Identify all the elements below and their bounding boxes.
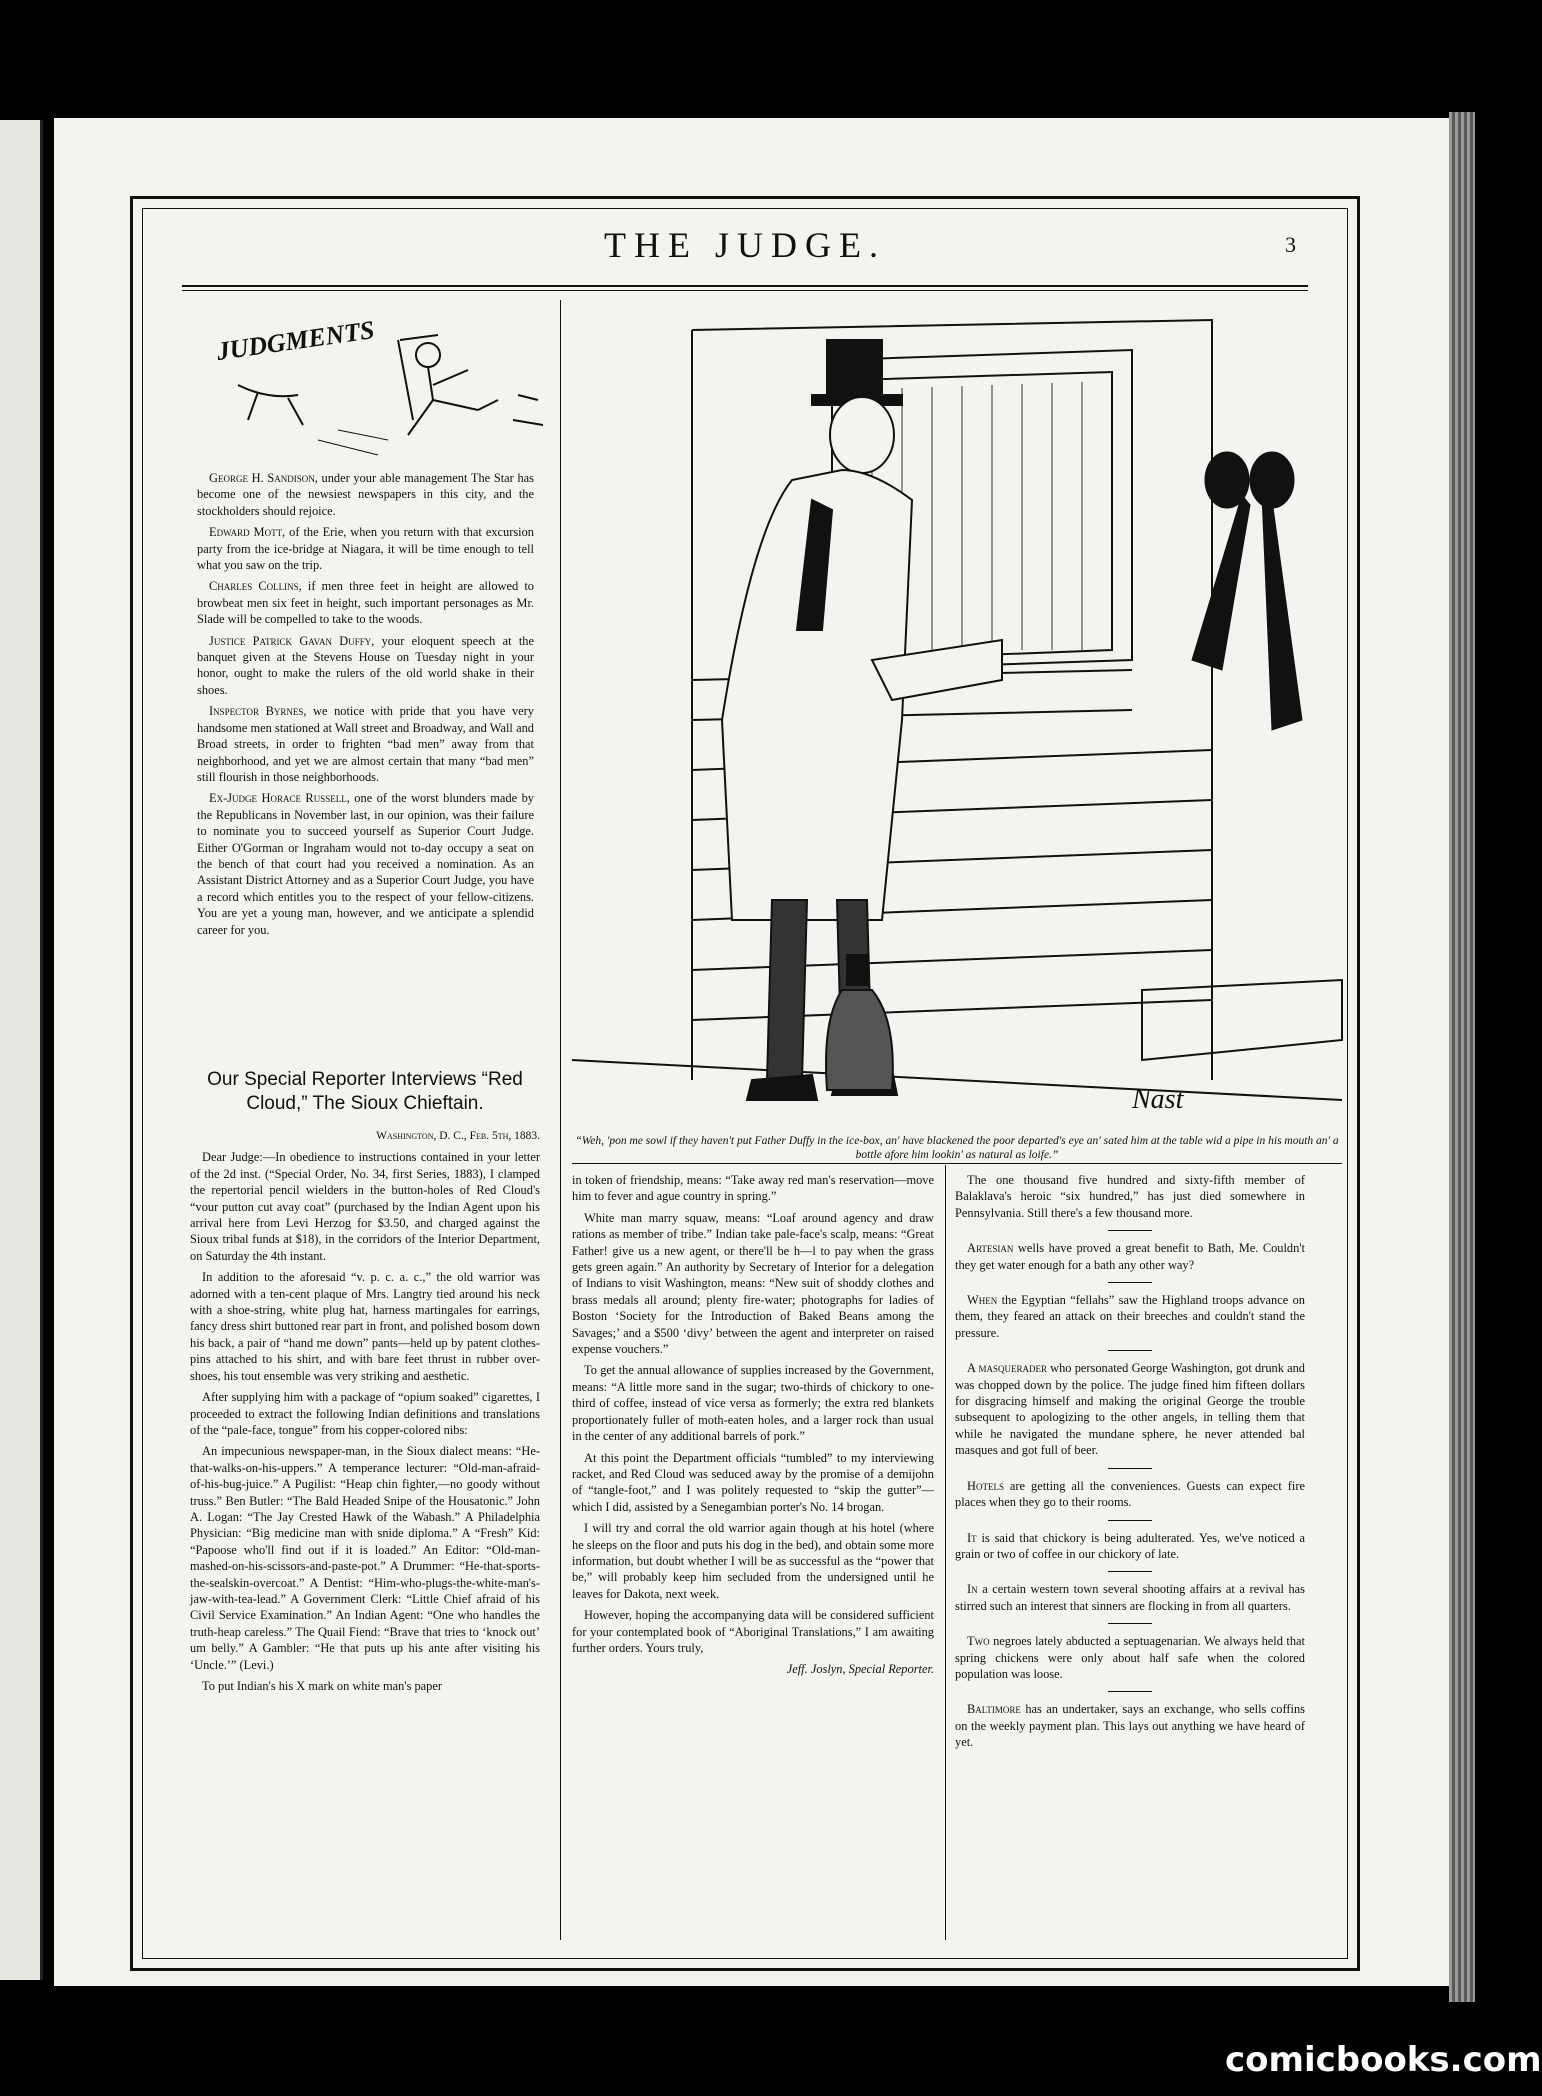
article-paragraph: I will try and corral the old warrior again though at his hotel (where he sleeps on the floor and puts his dog in the bed), and obtain some more information, but doubt whether I will be as successful as the “power that be,” will probably keep him secluded from the undersigned until he leaves for Dakota, next week. <box>572 1521 935 1601</box>
masthead-title: THE JUDGE. <box>604 225 886 265</box>
item-separator <box>1108 1520 1152 1521</box>
article-paragraph: After supplying him with a package of “opium soaked” cigarettes, I proceeded to extract the following Indian definitions and translations of the “pale-face, tongue” from his copper-colored nibs: <box>190 1390 540 1437</box>
news-item: The one thousand five hundred and sixty-fifth member of Balaklava's heroic “six hundred,” has just died somewhere in Pennsylvania. Still there's a few thousand more. <box>955 1173 1305 1220</box>
page-number: 3 <box>1285 232 1296 257</box>
news-item: In a certain western town several shooting affairs at a revival has stirred such an interest that sinners are flocking in from all quarters. <box>955 1582 1305 1613</box>
article-red-cloud <box>190 1068 540 1699</box>
news-item: Hotels are getting all the conveniences. Guests can expect fire places when they go to their rooms. <box>955 1478 1305 1510</box>
item-separator <box>1108 1691 1152 1692</box>
news-item: It is said that chickory is being adulterated. Yes, we've noticed a grain or two of coffee in our chickory of late. <box>955 1530 1305 1561</box>
article-paragraph: An impecunious newspaper-man, in the Sioux dialect means: “He-that-walks-on-his-uppers.” A temperance lecturer: “Old-man-afraid-of-his-bug-juice.” A Pugilist: “Heap chin fighter,—no goody without truss.” Ben Butler: “The Bald Headed Snipe of the Housatonic.” John A. Logan: “The Jay Crested Hawk of the Wabash.” A Philadelphia Physician: “Big medicine man with snide diploma.” A “Fresh” Kid: “Papoose who'll find out if it is loaded.” An Editor: “Old-man-mashed-on-his-scissors-and-paste-pot.” A Drummer: “He-that-sports-the-sealskin-overcoat.” A Dentist: “Him-who-plugs-the-white-man's-jaw-with-tea-lead.” A Government Clerk: “Little Chief afraid of his Civil Service Examination.” An Indian Agent: “One who handles the truth-heap careless.” The Quail Fiend: “Brave that tries to ‘knock out’ um belly.” A Gambler: “He that puts up his ante after visiting his ‘Uncle.’” (Levi.) <box>190 1444 540 1672</box>
binding-spine <box>1449 112 1475 2002</box>
news-item: When the Egyptian “fellahs” saw the Highland troops advance on them, they feared an attack on their breeches and couldn't stand the pressure. <box>955 1293 1305 1340</box>
article-headline: Our Special Reporter Interviews “Red Cloud,” The Sioux Chieftain. <box>207 1069 523 1114</box>
column-divider-right <box>945 1165 946 1940</box>
judgment-item: George H. Sandison, under your able management The Star has become one of the newsiest newspapers in this city, and the stockholders should rejoice. <box>197 471 534 518</box>
cartoon-signature: Nast <box>1132 1084 1184 1115</box>
item-separator <box>1108 1350 1152 1351</box>
item-separator <box>1108 1230 1152 1231</box>
facing-page-edge <box>0 120 43 1980</box>
article-paragraph: Dear Judge:—In obedience to instructions contained in your letter of the 2d inst. (“Special Order, No. 34, first Series, 1883), I clamped the repertorial pencil wielders in the button-holes of Red Cloud's “vour putton cut avay coat” (purchased by the Indian Agent upon his arrival here from Levi Herzog for $3.50, and charged against the Sioux tribal funds at $18), in the corridors of the Interior Department, on Saturday the 4th instant. <box>190 1150 540 1263</box>
judgments-logo-drawing <box>178 300 556 460</box>
judgment-item: Justice Patrick Gavan Duffy, your eloquent speech at the banquet given at the Stevens House on Tuesday night in your honor, ought to make the rulers of the old world shake in their shoes. <box>197 633 534 697</box>
judgment-item: Charles Collins, if men three feet in height are allowed to browbeat men six feet in height, such important personages as Mr. Slade will be compelled to take to the woods. <box>197 579 534 627</box>
item-separator <box>1108 1571 1152 1572</box>
judgment-item: Inspector Byrnes, we notice with pride that you have very handsome men stationed at Wall street and Broadway, and Wall and Broad streets, in order to frighten “bad men” away from that neighborhood, and yet we are almost certain that many “bad men” still flourish in those neighborhoods. <box>197 704 534 784</box>
site-watermark: comicbooks.com <box>1225 2040 1542 2080</box>
article-paragraph: in token of friendship, means: “Take away red man's reservation—move him to fever and ague country in spring.” <box>572 1173 934 1204</box>
judgments-logo-text: JUDGMENTS <box>214 315 377 366</box>
article-paragraph: At this point the Department officials “tumbled” to my interviewing racket, and Red Cloud was seduced away by the promise of a demijohn of “tangle-foot,” and I was politely requested to “skip the gutter”—which I did, assisted by a Senegambian porter's No. 14 brogan. <box>572 1450 934 1514</box>
column-divider-left <box>560 300 561 1940</box>
article-dateline: Washington, D. C., Feb. 5th, 1883. <box>376 1130 540 1142</box>
article-signature: Jeff. Joslyn, Special Reporter. <box>786 1662 934 1677</box>
masthead-rule <box>182 285 1308 287</box>
judgments-header-illustration <box>178 300 556 460</box>
judgment-item: Edward Mott, of the Erie, when you return with that excursion party from the ice-bridge at Niagara, it will be time enough to tell what you saw on the trip. <box>197 525 534 573</box>
judgment-item: Ex-Judge Horace Russell, one of the worst blunders made by the Republicans in November last, in our opinion, was their failure to nominate you to succeed yourself as Superior Court Judge. Either O'Gorman or Ingraham would not to-day occupy a seat on the bench of that court had you received a nomination. As an Assistant District Attorney and as a Superior Court Judge, you have a record which entitles you to the respect of your fellow-citizens. You are yet a young man, however, and we anticipate a splendid career for you. <box>197 791 534 937</box>
article-paragraph: In addition to the aforesaid “v. p. c. a. c.,” the old warrior was adorned with a ten-cent plaque of Mrs. Langtry tied around his neck with a shoe-string, white plug hat, harness martingales for earrings, fancy dress shirt buttoned rear part in front, and polished bosom down his back, a pair of “hand me down” pants—held up by patent clothes-pins attached to his shirt, and with bare feet thrust in rubber over-shoes, his tout ensemble was very striking and aesthetic. <box>190 1270 540 1383</box>
item-separator <box>1108 1282 1152 1283</box>
article-paragraph: However, hoping the accompanying data will be considered sufficient for your contemplated book of “Aboriginal Translations,” I am awaiting further orders. Yours truly, <box>572 1608 934 1655</box>
item-separator <box>1108 1623 1152 1624</box>
news-item: Two negroes lately abducted a septuagenarian. We always held that spring chickens were only about half safe when the colored population was loose. <box>955 1634 1305 1681</box>
cartoon-drawing <box>572 300 1342 1126</box>
article-paragraph: White man marry squaw, means: “Loaf around agency and draw rations as member of tribe.” Indian take pale-face's scalp, means: “Great Father! give us a new agent, or there'll be h—l to pay when the grass gets green again.” An authority by Secretary of Interior for a delegation of Indians to visit Washington, means: “New suit of shoddy clothes and brass medals all around; plenty fire-water; photographs for ladies of Boston ‘Society for the Introduction of Baked Beans among the Savages;’ and a $500 ‘divy’ between the agent and interpreter on raised expense vouchers.” <box>572 1210 934 1357</box>
article-continued-column <box>572 1172 934 1683</box>
news-item: A masquerader who personated George Washington, got drunk and was chopped down by the police. The judge fined him fifteen dollars for disgracing himself and making the original George the trouble subsequent to apologizing to the other angels, in telling them that while he navigated the mundane sphere, he never attended bal masques and got full of beer. <box>955 1361 1305 1458</box>
news-item: Artesian wells have proved a great benefit to Bath, Me. Couldn't they get water enough for a bath any other way? <box>955 1241 1305 1272</box>
caption-rule <box>572 1163 1342 1164</box>
cartoon-illustration <box>572 300 1342 1126</box>
article-paragraph: To put Indian's his X mark on white man's paper <box>202 1679 443 1693</box>
news-item: Baltimore has an undertaker, says an exchange, who sells coffins on the weekly payment plan. This lays out anything we have heard of yet. <box>955 1702 1305 1750</box>
masthead-rule-thin <box>182 290 1308 291</box>
judgments-column <box>197 470 534 943</box>
cartoon-caption: “Weh, 'pon me sowl if they haven't put Father Duffy in the ice-box, an' have blackened the poor departed's eye an' sated him at the table wid a pipe in his mouth an' a bottle afore him lookin' as natural as loife.” <box>575 1135 1339 1161</box>
article-paragraph: To get the annual allowance of supplies increased by the Government, means: “A little more sand in the sugar; two-thirds of chickory to one-third of coffee, instead of vice versa as formerly; the extra red blankets proportionately fuller of moth-eaten holes, and a larger rock than usual in the center of any additional barrels of pork.” <box>572 1363 934 1444</box>
item-separator <box>1108 1468 1152 1469</box>
paragraphs-column <box>955 1172 1305 1756</box>
